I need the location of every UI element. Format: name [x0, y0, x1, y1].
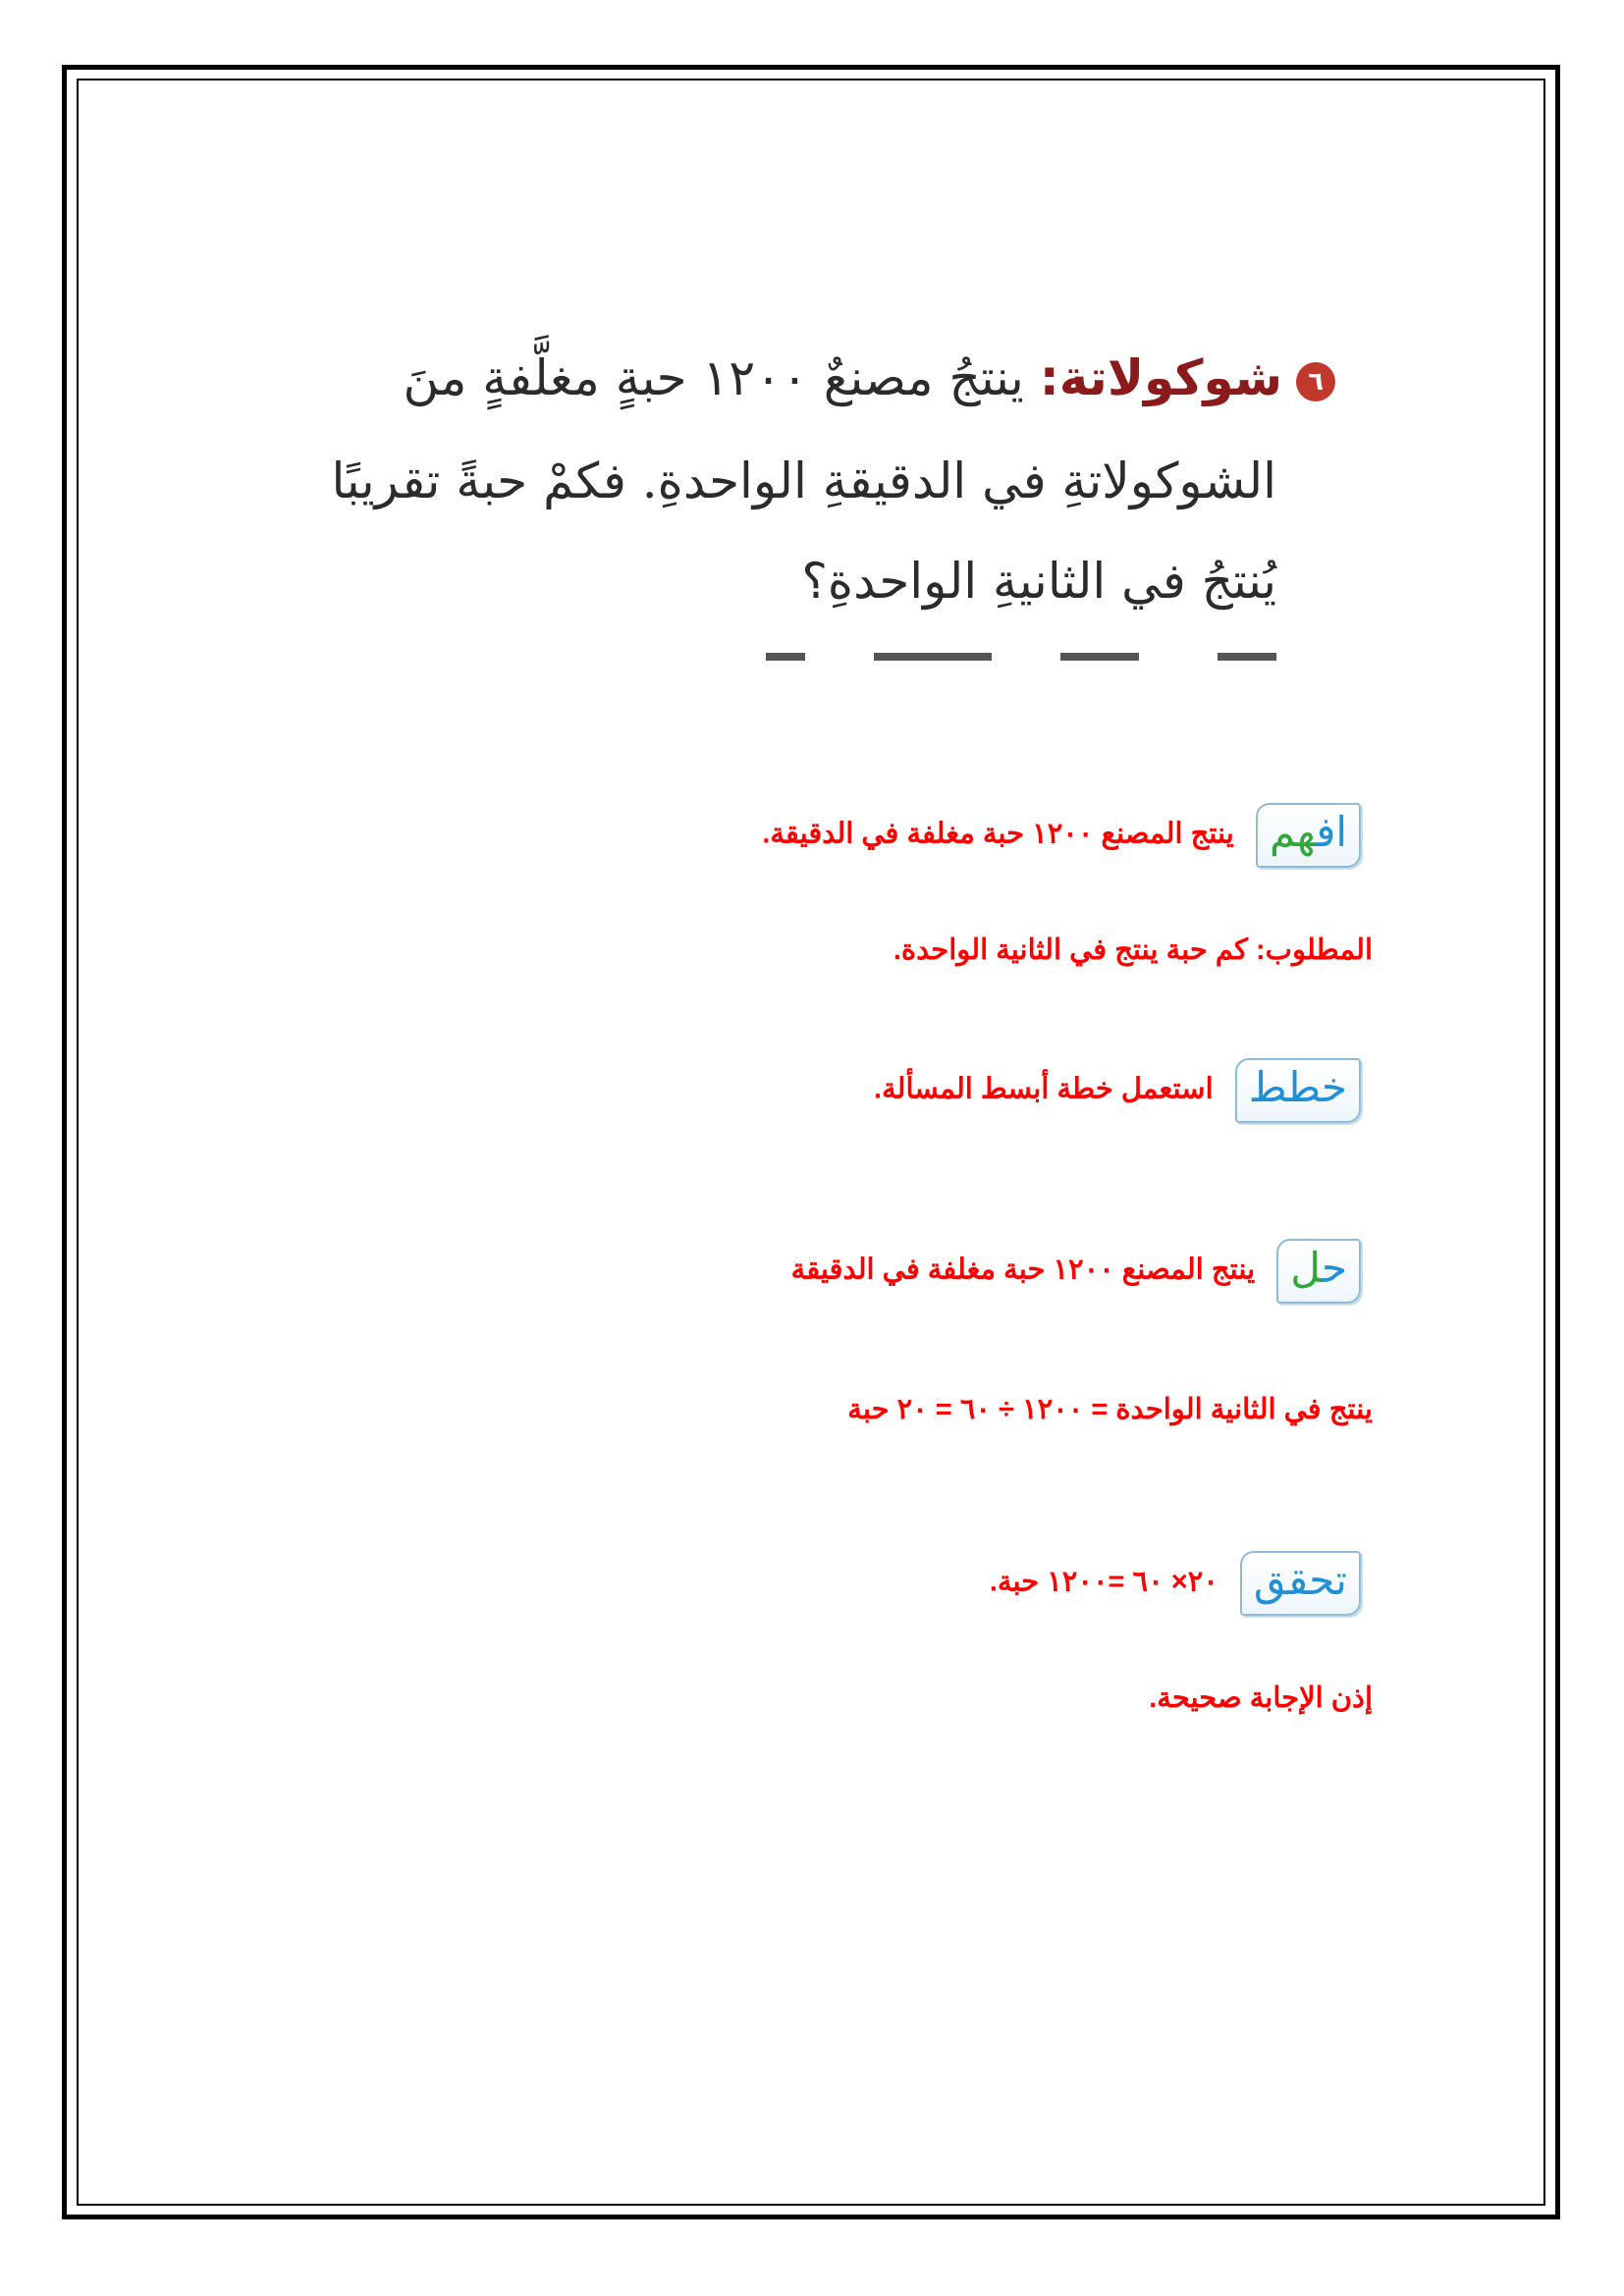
problem-line-1	[404, 348, 1335, 407]
problem-line-2: الشوكولاتةِ في الدقيقةِ الواحدةِ. فكمْ حبةً تقريبًا	[331, 453, 1276, 509]
understand-tag-part1: اف	[1316, 808, 1347, 856]
understand-tag-part2: هم	[1269, 808, 1317, 856]
cropped-text-fragment	[1218, 653, 1276, 661]
step-plan	[874, 1058, 1361, 1123]
plan-tag	[1235, 1058, 1361, 1123]
understand-tag	[1256, 803, 1361, 868]
solve-calculation: ينتج في الثانية الواحدة = ١٢٠٠ ÷ ٦٠ = ٢٠ حبة	[847, 1394, 1373, 1425]
plan-text: استعمل خطة أبسط المسألة.	[874, 1073, 1214, 1105]
plan-tag-label: خطط	[1248, 1063, 1347, 1111]
step-understand	[762, 803, 1361, 868]
problem-title: شوكولاتة:	[1039, 349, 1282, 406]
solve-tag	[1276, 1239, 1361, 1304]
problem-number-badge: ٦	[1296, 362, 1335, 401]
problem-line-1-text: ينتجُ مصنعٌ ١٢٠٠ حبةٍ مغلَّفةٍ منَ	[403, 349, 1024, 406]
check-text: ٢٠× ٦٠ =١٢٠٠ حبة.	[989, 1566, 1218, 1598]
step-check	[990, 1551, 1361, 1616]
understand-required: المطلوب: كم حبة ينتج في الثانية الواحدة.	[893, 934, 1373, 966]
check-tag-label: تحقق	[1253, 1556, 1347, 1604]
cropped-text-fragment	[766, 653, 805, 661]
step-solve	[791, 1239, 1361, 1304]
problem-line-3: يُنتجُ في الثانيةِ الواحدةِ؟	[801, 553, 1276, 610]
cropped-text-fragment	[1060, 653, 1139, 661]
check-conclusion: إذن الإجابة صحيحة.	[1149, 1682, 1373, 1714]
solve-tag-part2: ل	[1290, 1244, 1323, 1292]
cropped-text-fragment	[874, 653, 992, 661]
solve-text: ينتج المصنع ١٢٠٠ حبة مغلفة في الدقيقة	[790, 1254, 1256, 1286]
check-tag	[1240, 1551, 1361, 1616]
problem-excerpt	[295, 334, 1335, 687]
solve-tag-part1: ح	[1322, 1244, 1347, 1292]
understand-text: ينتج المصنع ١٢٠٠ حبة مغلفة في الدقيقة.	[762, 818, 1234, 850]
